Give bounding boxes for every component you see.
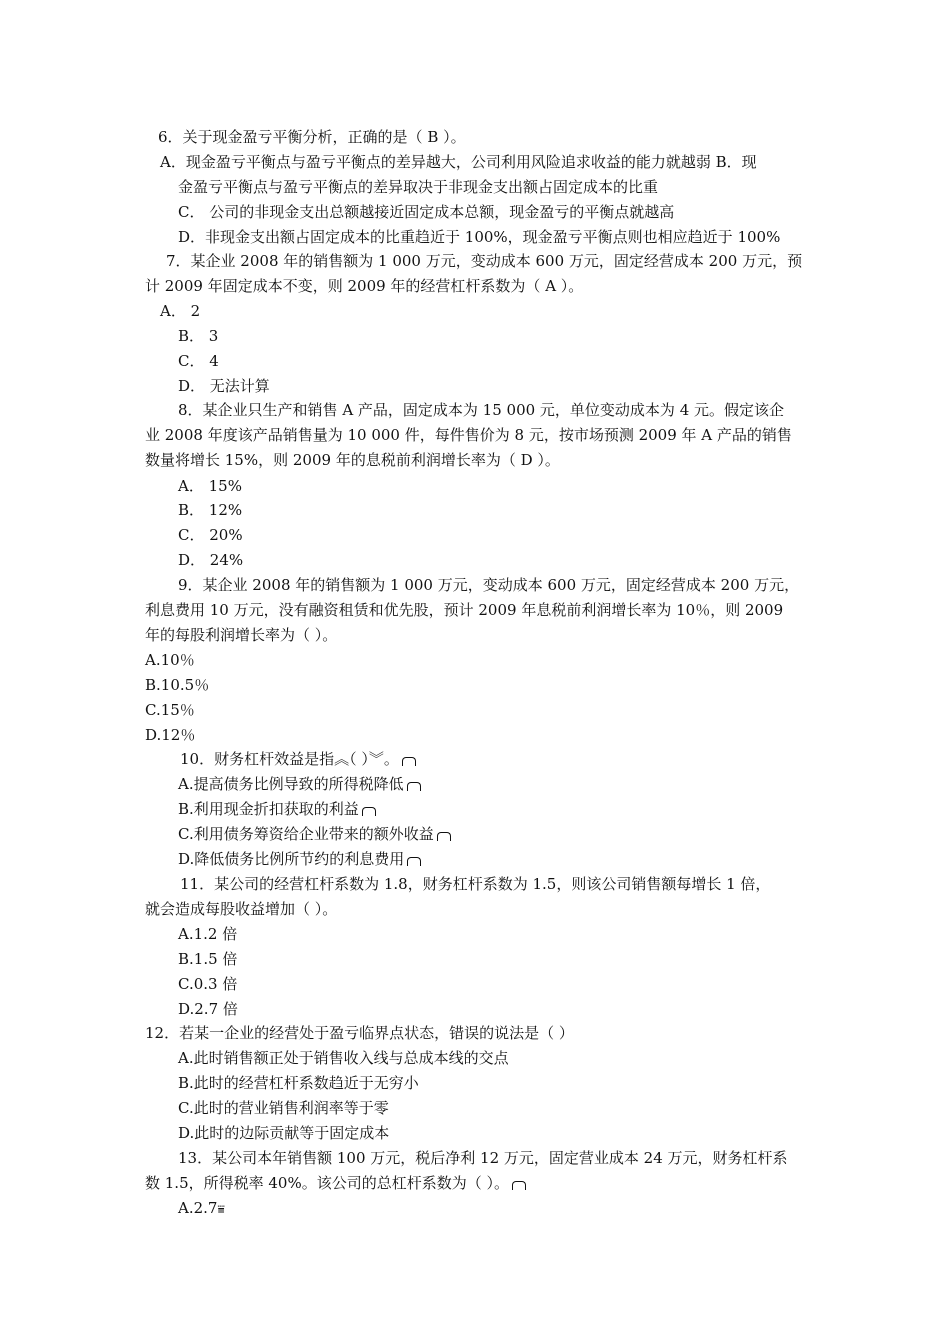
question-10-option-a <box>178 774 421 794</box>
question-13-stem-line2-text: 数 1.5，所得税率 40%。该公司的总杠杆系数为（ ）。 <box>145 1174 510 1192</box>
question-10-stem <box>180 749 416 769</box>
question-7-option-b: B． 3 <box>178 327 219 345</box>
question-8-option-c: C． 20% <box>178 526 243 544</box>
paragraph-mark-icon <box>362 807 376 816</box>
question-9-stem-line2: 利息费用 10 万元，没有融资租赁和优先股，预计 2009 年息税前利润增长率为 10％，则 2009 <box>145 601 784 619</box>
question-9-option-d: D.12％ <box>145 726 196 744</box>
question-9-option-a: A.10％ <box>145 651 195 669</box>
question-9-option-b: B.10.5％ <box>145 676 210 694</box>
question-6-option-b-line2: 金盈亏平衡点与盈亏平衡点的差异取决于非现金支出额占固定成本的比重 <box>178 178 659 196</box>
question-9-stem-line1: 9．某企业 2008 年的销售额为 1 000 万元，变动成本 600 万元，固定经营成本 200 万元， <box>178 576 800 594</box>
question-10-option-c <box>178 824 451 844</box>
question-13-stem-line1: 13．某公司本年销售额 100 万元，税后净利 12 万元，固定营业成本 24 万元，财务杠杆系 <box>178 1149 788 1167</box>
question-13-option-a-text: A.2.7 <box>178 1199 218 1217</box>
question-8-stem-line3: 数量将增长 15%，则 2009 年的息税前利润增长率为（ D ）。 <box>145 451 560 469</box>
question-12-stem: 12．若某一企业的经营处于盈亏临界点状态，错误的说法是（ ） <box>145 1024 574 1042</box>
question-9-stem-line3: 年的每股利润增长率为（ ）。 <box>145 626 338 644</box>
question-7-stem-line1: 7．某企业 2008 年的销售额为 1 000 万元，变动成本 600 万元，固定经营成本 200 万元，预 <box>166 252 803 270</box>
question-12-option-d: D.此时的边际贡献等于固定成本 <box>178 1124 390 1142</box>
paragraph-mark-icon <box>402 757 416 766</box>
question-12-option-c: C.此时的营业销售利润率等于零 <box>178 1099 389 1117</box>
question-8-option-d: D． 24% <box>178 551 244 569</box>
question-7-option-d: D． 无法计算 <box>178 377 270 395</box>
question-11-stem-line1: 11．某公司的经营杠杆系数为 1.8，财务杠杆系数为 1.5，则该公司销售额每增长 1 倍， <box>180 875 771 893</box>
question-12-option-a: A.此时销售额正处于销售收入线与总成本线的交点 <box>178 1049 509 1067</box>
question-7-stem-line2: 计 2009 年固定成本不变，则 2009 年的经营杠杆系数为（ A ）。 <box>145 277 584 295</box>
paragraph-mark-icon <box>407 782 421 791</box>
question-6-stem: 6．关于现金盈亏平衡分析，正确的是（ B ）。 <box>158 128 466 146</box>
paragraph-mark-icon <box>437 832 451 841</box>
question-10-option-d-text: D.降低债务比例所节约的利息费用 <box>178 850 405 868</box>
question-7-option-c: C． 4 <box>178 352 219 370</box>
question-8-option-a: A． 15% <box>178 477 242 495</box>
question-12-option-b: B.此时的经营杠杆系数趋近于无穷小 <box>178 1074 419 1092</box>
question-8-stem-line2: 业 2008 年度该产品销售量为 10 000 件，每件售价为 8 元，按市场预测 2009 年 A 产品的销售 <box>145 426 792 444</box>
question-10-option-b-text: B.利用现金折扣获取的利益 <box>178 800 359 818</box>
question-13-option-a <box>178 1198 225 1219</box>
question-7-option-a: A． 2 <box>160 302 201 320</box>
question-11-stem-line2: 就会造成每股收益增加（ ）。 <box>145 900 338 918</box>
question-8-option-b: B． 12% <box>178 501 243 519</box>
question-8-stem-line1: 8．某企业只生产和销售 A 产品，固定成本为 15 000 元，单位变动成本为 4 元。假定该企 <box>178 401 785 419</box>
question-11-option-c: C.0.3 倍 <box>178 975 238 993</box>
question-11-option-d: D.2.7 倍 <box>178 1000 238 1018</box>
question-6-option-d: D．非现金支出额占固定成本的比重趋近于 100%，现金盈亏平衡点则也相应趋近于 100% <box>178 228 781 246</box>
question-10-option-b <box>178 799 376 819</box>
question-9-option-c: C.15％ <box>145 701 195 719</box>
question-11-option-b: B.1.5 倍 <box>178 950 238 968</box>
question-10-option-a-text: A.提高债务比例导致的所得税降低 <box>178 775 404 793</box>
question-6-option-a-line1: A．现金盈亏平衡点与盈亏平衡点的差异越大，公司利用风险追求收益的能力就越弱 B．现 <box>160 153 757 171</box>
question-10-option-d <box>178 849 421 869</box>
question-13-stem-line2 <box>145 1173 526 1193</box>
paragraph-mark-icon <box>512 1181 526 1190</box>
paragraph-mark-icon <box>407 857 421 866</box>
question-11-option-a: A.1.2 倍 <box>178 925 238 943</box>
question-6-option-c: C． 公司的非现金支出总额越接近固定成本总额，现金盈亏的平衡点就越高 <box>178 203 675 221</box>
equals-mark-icon: ⩸ <box>217 1202 225 1216</box>
question-10-option-c-text: C.利用债务筹资给企业带来的额外收益 <box>178 825 434 843</box>
question-10-stem-text: 10．财务杠杆效益是指︽（ ）︾。 <box>180 750 399 768</box>
